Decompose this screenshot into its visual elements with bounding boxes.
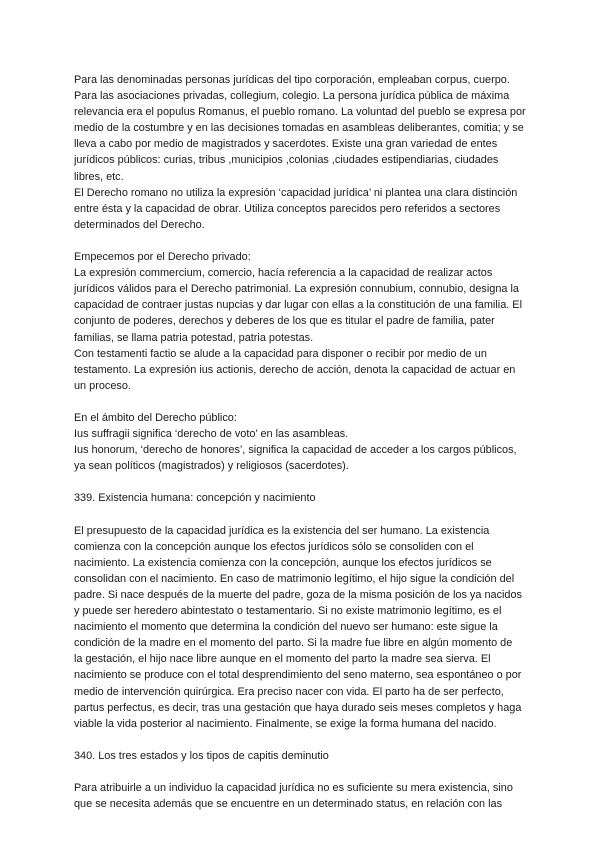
text-line: viable la vida posterior al nacimiento. Finalmente, se exige la forma humana del nacido. [74, 717, 497, 730]
text-line: medio de intervención quirúrgica. Era preciso nacer con vida. El parto ha de ser perfecto, [74, 685, 504, 698]
paragraph-spacer [74, 474, 534, 490]
text-line: libres, etc. [74, 170, 124, 183]
text-line: En el ámbito del Derecho público: [74, 411, 237, 424]
text-line: jurídicos válidos para el Derecho patrimonial. La expresión connubium, connubio, designa la [74, 283, 519, 296]
paragraph-spacer [74, 732, 534, 748]
text-line: jurídicos públicos: curias, tribus ,municipios ,colonias ,ciudades estipendiarias, ciudades [74, 154, 499, 167]
text-line: condición de la madre en el momento del parto. Si la madre fue libre en algún momento de [74, 637, 513, 650]
text-line: entre ésta y la capacidad de obrar. Utiliza conceptos parecidos pero referidos a sectores [74, 202, 501, 215]
text-line: conjunto de poderes, derechos y deberes de los que es titular el padre de familia, pater [74, 315, 495, 328]
text-line: Para las denominadas personas jurídicas del tipo corporación, empleaban corpus, cuerpo. [74, 74, 510, 86]
text-line: lleva a cabo por medio de magistrados y sacerdotes. Existe una gran variedad de entes [74, 138, 498, 151]
text-line: Ius suffragii significa ‘derecho de voto’ en las asambleas. [74, 428, 349, 441]
text-line: que se necesita además que se encuentre en un determinado status, en relación con las [74, 798, 503, 811]
text-line: Ius honorum, ‘derecho de honores’, significa la capacidad de acceder a los cargos públicos, [74, 444, 517, 457]
section-heading-339: 339. Existencia humana: concepción y nacimiento [74, 492, 316, 505]
text-line: familias, se llama patria potestad, patria potestas. [74, 331, 314, 344]
private-law-paragraph [74, 249, 534, 394]
text-line: la gestación, el hijo nace libre aunque en el momento del parto la madre sea sierva. El [74, 653, 491, 666]
text-line: capacidad de contraer justas nupcias y dar lugar con ellas a la constitución de una familia. El [74, 299, 522, 312]
paragraph-spacer [74, 233, 534, 249]
section-heading-340: 340. Los tres estados y los tipos de capitis deminutio [74, 749, 329, 762]
paragraph-spacer [74, 764, 534, 780]
paragraph-spacer [74, 394, 534, 410]
existence-paragraph [74, 523, 534, 732]
text-line: partus perfectus, es decir, tras una gestación que haya durado seis meses completos y haga [74, 701, 522, 714]
text-line: un proceso. [74, 379, 131, 392]
text-line: padre. Si nace después de la muerte del padre, goza de la misma posición de los ya nacidos [74, 589, 522, 601]
status-paragraph [74, 780, 534, 812]
text-line: El Derecho romano no utiliza la expresión ‘capacidad jurídica’ ni plantea una clara distinción [74, 186, 518, 199]
text-line: medio de la costumbre y en las decisiones tomadas en asambleas deliberantes, comitia; y se [74, 122, 524, 135]
paragraph-spacer [74, 507, 534, 523]
document-body [74, 72, 534, 812]
text-line: Para atribuirle a un individuo la capacidad jurídica no es suficiente su mera existencia, sino [74, 782, 513, 795]
text-line: Para las asociaciones privadas, collegium, colegio. La persona jurídica pública de máxima [74, 90, 510, 103]
text-line: La expresión commercium, comercio, hacía referencia a la capacidad de realizar actos [74, 267, 493, 280]
text-line: nacimiento se produce con el total desprendimiento del seno materno, sea espontáneo o por [74, 669, 522, 682]
text-line: comienza con la concepción aunque los efectos jurídicos sólo se consoliden con el [74, 540, 474, 553]
text-line: nacimiento el momento que determina la condición del nuevo ser humano: este sigue la [74, 621, 498, 634]
public-law-paragraph [74, 410, 534, 474]
text-line: ya sean políticos (magistrados) y religiosos (sacerdotes). [74, 460, 349, 473]
text-line: El presupuesto de la capacidad jurídica es la existencia del ser humano. La existencia [74, 524, 490, 537]
text-line: Con testamenti factio se alude a la capacidad para disponer o recibir por medio de un [74, 347, 487, 360]
text-line: y puede ser heredero abintestato o testamentario. Si no existe matrimonio legítimo, es el [74, 605, 502, 618]
text-line: testamento. La expresión ius actionis, derecho de acción, denota la capacidad de actuar en [74, 363, 516, 376]
text-line: relevancia era el populus Romanus, el pueblo romano. La voluntad del pueblo se expresa por [74, 106, 526, 119]
text-line: nacimiento. La existencia comienza con la concepción, aunque los efectos jurídicos se [74, 556, 492, 569]
text-line: determinados del Derecho. [74, 218, 205, 231]
intro-paragraph [74, 72, 534, 233]
text-line: consolidan con el nacimiento. En caso de matrimonio legítimo, el hijo sigue la condición del [74, 572, 515, 585]
text-line: Empecemos por el Derecho privado: [74, 251, 251, 264]
